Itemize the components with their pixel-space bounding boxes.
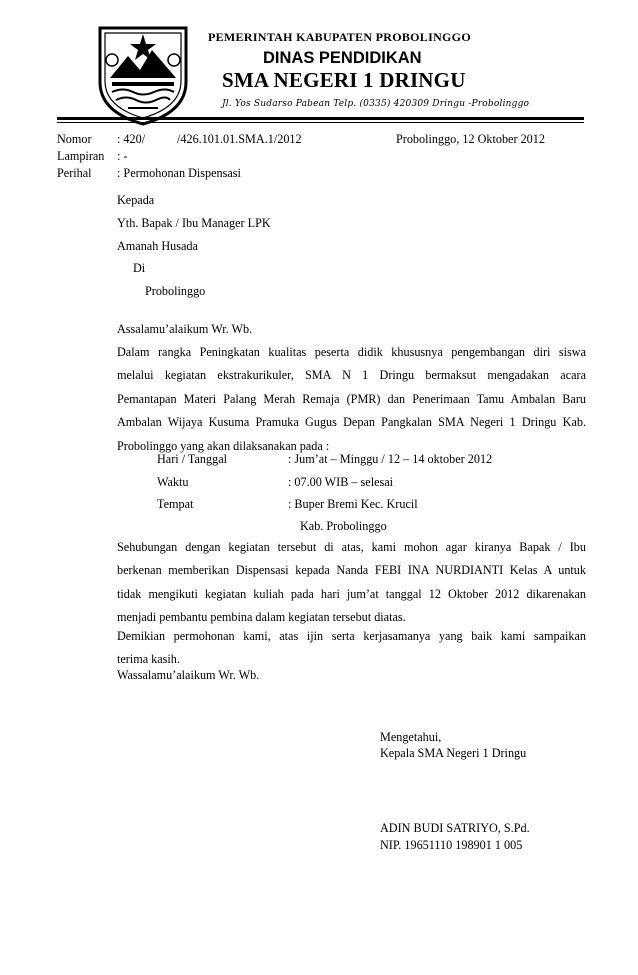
letterhead-divider-thick — [57, 117, 584, 120]
paragraph-line: melalui kegiatan ekstrakurikuler, SMA N 1 Dringu bermaksut mengadakan acara — [117, 368, 586, 383]
signature-nip: NIP. 19651110 198901 1 005 — [380, 838, 523, 852]
paragraph-line: Ambalan Wijaya Kusuma Pramuka Gugus Depan Pangkalan SMA Negeri 1 Dringu Kab. — [117, 415, 586, 430]
paragraph-line: Dalam rangka Peningkatan kualitas peserta didik khususnya pengembangan diri siswa — [117, 345, 586, 359]
recipient-city: Probolinggo — [145, 284, 206, 298]
paragraph-line: terima kasih. — [117, 652, 180, 667]
perihal-label: Perihal — [57, 166, 92, 180]
paragraph-line: Sehubungan dengan kegiatan tersebut di atas, kami mohon agar kiranya Bapak / Ibu — [117, 540, 586, 554]
paragraph-closing — [117, 625, 586, 672]
paragraph-line: Pemantapan Materi Palang Merah Remaja (PMR) dan Penerimaan Tamu Ambalan Baru — [117, 391, 586, 406]
recipient-org: Amanah Husada — [117, 239, 198, 253]
lampiran-value: : - — [117, 149, 128, 163]
paragraph-line: Demikian permohonan kami, atas ijin serta kerjasamanya yang baik kami sampaikan — [117, 629, 586, 643]
letterhead-department: DINAS PENDIDIKAN — [263, 49, 422, 67]
letterhead-school: SMA NEGERI 1 DRINGU — [222, 68, 466, 92]
letterhead-divider-thin — [57, 122, 584, 123]
place-date: Probolinggo, 12 Oktober 2012 — [396, 132, 545, 146]
nomor-value: : 420/ — [117, 132, 146, 146]
signature-acknowledged: Mengetahui, — [380, 730, 442, 744]
signature-name: ADIN BUDI SATRIYO, S.Pd. — [380, 821, 530, 835]
nomor-label: Nomor — [57, 132, 92, 146]
schedule-value-time: : 07.00 WIB – selesai — [288, 475, 394, 489]
paragraph-line: berkenan memberikan Dispensasi kepada Nanda FEBI INA NURDIANTI Kelas A untuk — [117, 563, 586, 578]
paragraph-intro — [117, 341, 586, 458]
schedule-value-day: : Jum’at – Minggu / 12 – 14 oktober 2012 — [288, 452, 493, 466]
perihal-value: : Permohonan Dispensasi — [117, 166, 241, 180]
recipient-kepada: Kepada — [117, 193, 155, 207]
letterhead-address: Jl. Yos Sudarso Pabean Telp. (0335) 420309 Dringu -Probolinggo — [222, 99, 530, 109]
closing-greeting: Wassalamu’alaikum Wr. Wb. — [117, 668, 260, 682]
schedule-value-place: : Buper Bremi Kec. Krucil — [288, 497, 418, 511]
paragraph-request — [117, 536, 586, 630]
paragraph-line: tidak mengikuti kegiatan kuliah pada hari jum’at tanggal 12 Oktober 2012 dikarenakan — [117, 586, 586, 601]
letterhead-government: PEMERINTAH KABUPATEN PROBOLINGGO — [208, 30, 471, 44]
recipient-di: Di — [133, 261, 146, 275]
lampiran-label: Lampiran — [57, 149, 105, 163]
schedule-label-day: Hari / Tanggal — [157, 452, 227, 466]
schedule-label-time: Waktu — [157, 475, 189, 489]
schedule-label-place: Tempat — [157, 497, 194, 511]
schedule-value-place-cont: Kab. Probolinggo — [300, 519, 387, 533]
signature-position: Kepala SMA Negeri 1 Dringu — [380, 746, 527, 760]
paragraph-line: menjadi pembantu pembina dalam kegiatan tersebut diatas. — [117, 610, 406, 625]
regency-emblem-logo — [88, 20, 198, 128]
paragraph-line: Probolinggo yang akan dilaksanakan pada : — [117, 438, 330, 453]
greeting: Assalamu’alaikum Wr. Wb. — [117, 322, 253, 336]
nomor-code: /426.101.01.SMA.1/2012 — [177, 132, 302, 146]
recipient-name: Yth. Bapak / Ibu Manager LPK — [117, 216, 271, 230]
